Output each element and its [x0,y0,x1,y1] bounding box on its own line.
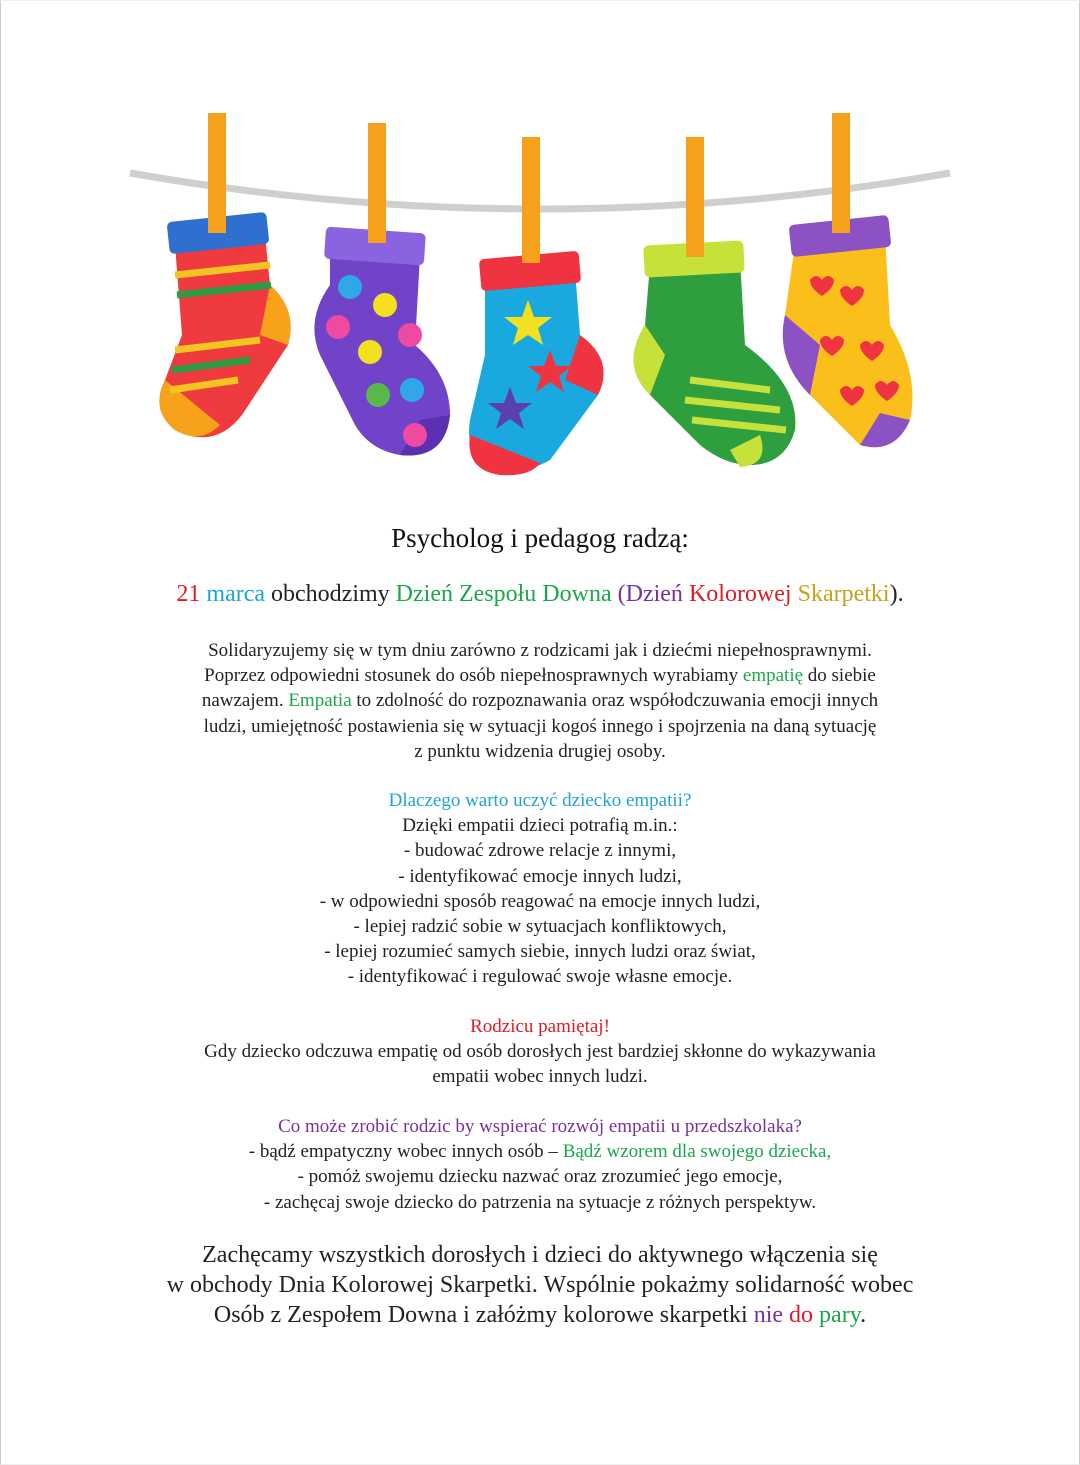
headline [60,576,1020,612]
closing-line-2: w obchody Dnia Kolorowej Skarpetki. Wspólnie pokażmy solidarność wobec [166,1272,914,1298]
headline-word-kolorowej: Kolorowej [688,581,792,607]
why-item: - w odpowiedni sposób reagować na emocje innych ludzi, [319,890,761,912]
intro-line-2-text: Poprzez odpowiedni stosunek do osób niepełnosprawnych wyrabiamy [204,665,743,687]
headline-date-number: 21 [176,581,201,607]
why-item: - lepiej rozumieć samych siebie, innych ludzi oraz świat, [324,941,756,963]
closing-paragraph [60,1240,1020,1330]
closing-word-do: do [789,1302,814,1328]
socks-on-clothesline-icon [120,95,960,495]
parent-line-1 [60,1139,1020,1164]
page-title: Psycholog i pedagog radzą: [391,523,689,553]
intro-line-3-end: to zdolność do rozpoznawania oraz współodczuwania emocji innych [351,690,879,712]
headline-word-skarpetki: Skarpetki [797,581,890,607]
parent-line-3: - zachęcaj swoje dziecko do patrzenia na sytuacje z różnych perspektyw. [263,1191,817,1213]
why-item: - budować zdrowe relacje z innymi, [403,840,677,862]
headline-word-dzien: Dzień [625,581,683,607]
red-striped-sock [159,113,290,437]
blue-star-sock [469,137,604,475]
parent-section [60,1114,1020,1215]
closing-word-nie: nie [753,1302,784,1328]
intro-line-2 [60,663,1020,688]
intro-line-4: ludzi, umiejętność postawienia się w sytuacji kogoś innego i spojrzenia na daną sytuację [203,715,877,737]
intro-line-1: Solidaryzujemy się w tym dniu zarówno z rodzicami jak i dziećmi niepełnosprawnymi. [208,640,872,661]
intro-line-2-end: do siebie [803,665,876,687]
why-heading: Dlaczego warto uczyć dziecko empatii? [388,790,692,811]
why-item: - identyfikować emocje innych ludzi, [398,865,682,887]
why-section [60,788,1020,990]
headline-open-paren: ( [611,581,626,607]
closing-word-pary: pary [819,1302,861,1328]
yellow-heart-sock [783,113,913,447]
intro-line-5: z punktu widzenia drugiej osoby. [414,740,666,762]
intro-empatia-highlight: Empatia [288,690,352,712]
intro-empatie-highlight: empatię [742,665,804,687]
remember-line-1: Gdy dziecko odczuwa empatię od osób dorosłych jest bardziej skłonne do wykazywania [204,1041,876,1063]
headline-mid-text: obchodzimy [265,581,396,607]
purple-dotted-sock [314,123,450,456]
green-striped-sock [634,137,796,467]
intro-line-3 [60,688,1020,713]
headline-date-month: marca [206,581,266,607]
headline-close: ). [889,581,904,607]
parent-role-model-highlight: Bądź wzorem dla swojego dziecka, [562,1141,832,1163]
why-item: - lepiej radzić sobie w sytuacjach konfliktowych, [353,916,727,938]
closing-line-1: Zachęcamy wszystkich dorosłych i dzieci do aktywnego włączenia się [202,1242,878,1268]
closing-line-3-text: Osób z Zespołem Downa i załóżmy kolorowe skarpetki [213,1302,754,1328]
parent-line-2: - pomóż swojemu dziecku nazwać oraz zrozumieć jego emocje, [297,1166,783,1188]
remember-line-2: empatii wobec innych ludzi. [432,1066,648,1088]
closing-line-3 [60,1300,1020,1330]
closing-period: . [860,1302,867,1328]
remember-heading: Rodzicu pamiętaj! [470,1016,610,1037]
intro-paragraph [60,638,1020,764]
intro-line-3-start: nawzajem. [201,690,289,712]
why-lead: Dzięki empatii dzieci potrafią m.in.: [402,815,678,837]
remember-section [60,1014,1020,1090]
parent-heading: Co może zrobić rodzic by wspierać rozwój empatii u przedszkolaka? [278,1116,802,1137]
why-item: - identyfikować i regulować swoje własne emocje. [347,966,733,988]
headline-day-name: Dzień Zespołu Downa [395,581,612,607]
parent-line-1-text: - bądź empatyczny wobec innych osób – [248,1141,563,1163]
